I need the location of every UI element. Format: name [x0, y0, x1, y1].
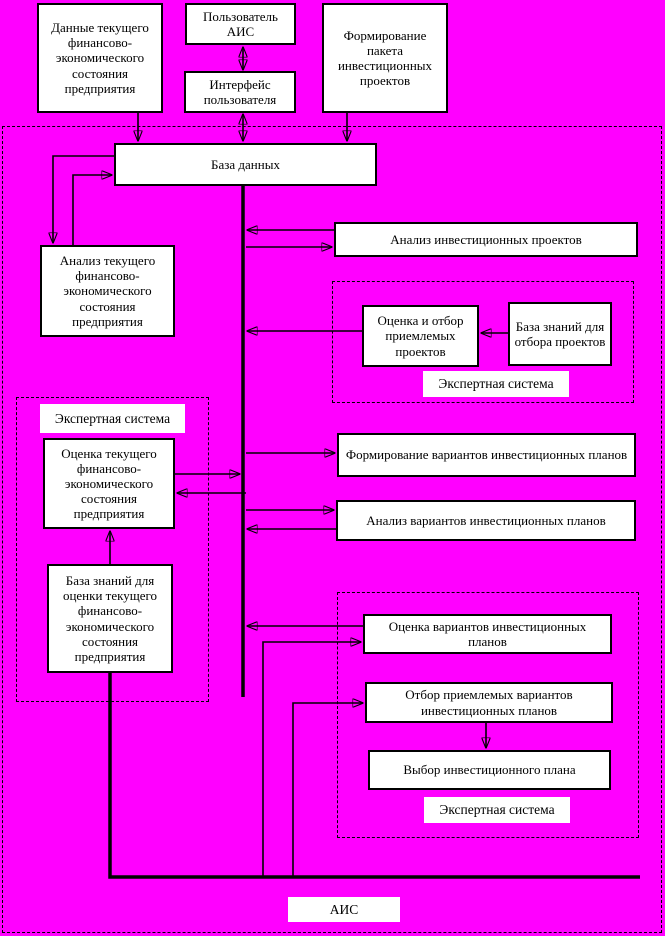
node-plan-variants-assessment: Оценка вариантов инвестиционных планов — [363, 614, 612, 654]
label-expert-system-bottom: Экспертная система — [424, 797, 570, 823]
node-assessment-kb: База знаний для оценки текущего финансово-экономического состояния предприятия — [47, 564, 173, 673]
node-project-selection: Оценка и отбор приемлемых проектов — [362, 305, 479, 367]
edge-ais-to-plan-variants-selection — [293, 703, 363, 877]
node-plan-variants-formation: Формирование вариантов инвестиционных планов — [337, 433, 636, 477]
node-user-interface: Интерфейс пользователя — [184, 71, 296, 113]
node-plan-variants-selection: Отбор приемлемых вариантов инвестиционных планов — [365, 682, 613, 723]
node-ais-user: Пользователь АИС — [185, 3, 296, 45]
node-project-analysis: Анализ инвестиционных проектов — [334, 222, 638, 257]
label-expert-system-left: Экспертная система — [40, 404, 185, 433]
node-input-data: Данные текущего финансово-экономического состояния предприятия — [37, 3, 163, 113]
node-current-analysis: Анализ текущего финансово-экономического состояния предприятия — [40, 245, 175, 337]
node-current-assessment: Оценка текущего финансово-экономического состояния предприятия — [43, 438, 175, 529]
edge-database-to-current-analysis — [53, 156, 114, 243]
node-selection-kb: База знаний для отбора проектов — [508, 302, 612, 366]
edge-current-analysis-to-database — [73, 175, 112, 245]
label-ais: АИС — [288, 897, 400, 922]
node-package-formation: Формирование пакета инвестиционных проектов — [322, 3, 448, 113]
node-plan-variants-analysis: Анализ вариантов инвестиционных планов — [336, 500, 636, 541]
node-plan-choice: Выбор инвестиционного плана — [368, 750, 611, 790]
label-expert-system-top: Экспертная система — [423, 371, 569, 397]
node-database: База данных — [114, 143, 377, 186]
edge-ais-to-plan-variants-assessment — [263, 642, 361, 877]
